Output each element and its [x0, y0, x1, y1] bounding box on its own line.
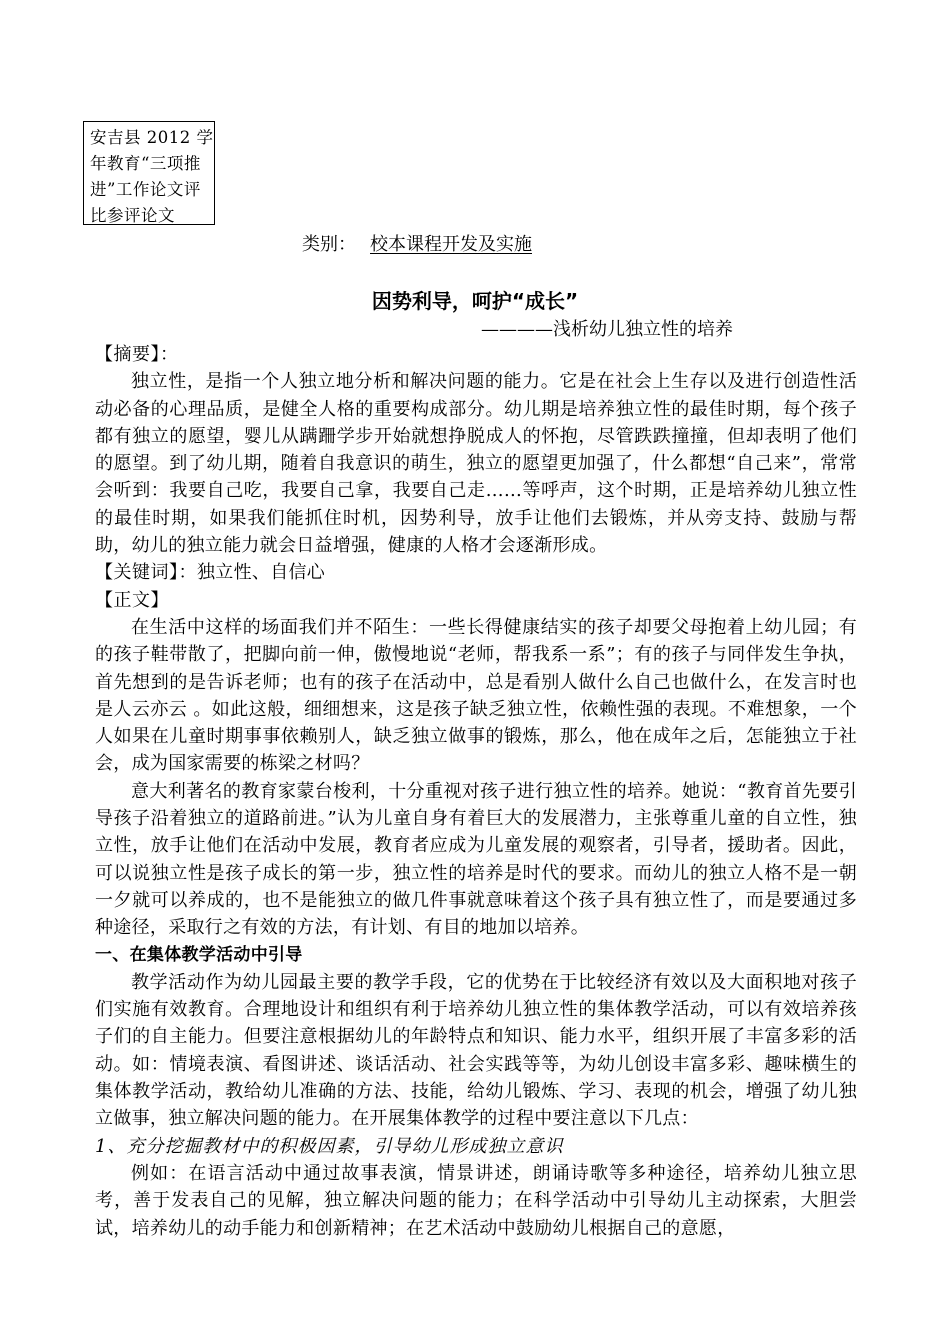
body-paragraph-1: 在生活中这样的场面我们并不陌生：一些长得健康结实的孩子却要父母抱着上幼儿园；有的孩子鞋带散了，把脚向前一伸，傲慢地说“老师，帮我系一系”；有的孩子与同伴发生争执，首先想到的是告诉老师；也有的孩子在活动中，总是看别人做什么自己也做什么，在发言时也是人云亦云 。如此这般，细细想来，这是孩子缺乏独立性，依赖性强的表现。不难想象，一个人如果在儿童时期事事依赖别人，缺乏独立做事的锻炼，那么，他在成年之后，怎能独立于社会，成为国家需要的栋梁之材吗？	[95, 616, 857, 775]
submission-note-line-4: 比参评论文	[90, 206, 175, 225]
submission-note-line-1: 安吉县 2012 学	[90, 128, 214, 147]
keywords-line	[95, 559, 857, 586]
category-label: 类别：	[302, 234, 356, 255]
keywords-text: 独立性、自信心	[197, 562, 326, 584]
body-paragraph-2: 意大利著名的教育家蒙台梭利，十分重视对孩子进行独立性的培养。她说：“教育首先要引导孩子沿着独立的道路前进。”认为儿童自身有着巨大的发展潜力，主张尊重儿童的自立性，独立性，放手让他们在活动中发展，教育者应成为儿童发展的观察者，引导者，援助者。因此，可以说独立性是孩子成长的第一步，独立性的培养是时代的要求。而幼儿的独立人格不是一朝一夕就可以养成的，也不是能独立的做几件事就意味着这个孩子具有独立性了，而是要通过多种途径，采取行之有效的方法，有计划、有目的地加以培养。	[95, 780, 857, 939]
submission-note-box	[83, 121, 215, 225]
category-value: 校本课程开发及实施	[370, 234, 532, 255]
article-content	[95, 341, 857, 1242]
section-1-paragraph: 教学活动作为幼儿园最主要的教学手段，它的优势在于比较经济有效以及大面积地对孩子们实施有效教育。合理地设计和组织有利于培养幼儿独立性的集体教学活动，可以有效培养孩子们的自主能力。但要注意根据幼儿的年龄特点和知识、能力水平，组织开展了丰富多彩的活动。如：情境表演、看图讲述、谈话活动、社会实践等等，为幼儿创设丰富多彩、趣味横生的集体教学活动，教给幼儿准确的方法、技能，给幼儿锻炼、学习、表现的机会，增强了幼儿独立做事，独立解决问题的能力。在开展集体教学的过程中要注意以下几点：	[95, 971, 857, 1130]
category-line	[302, 232, 546, 258]
submission-note-line-3: 进”工作论文评	[90, 180, 201, 199]
section-1-subheading: 1、充分挖掘教材中的积极因素，引导幼儿形成独立意识	[95, 1135, 564, 1157]
section-1-subparagraph: 例如：在语言活动中通过故事表演，情景讲述，朗诵诗歌等多种途径，培养幼儿独立思考，善于发表自己的见解，独立解决问题的能力；在科学活动中引导幼儿主动探索，大胆尝试，培养幼儿的动手能力和创新精神；在艺术活动中鼓励幼儿根据自己的意愿，	[95, 1162, 857, 1239]
section-1-heading: 一、在集体教学活动中引导	[95, 944, 303, 965]
body-label: 【正文】	[95, 589, 169, 611]
abstract-text: 独立性，是指一个人独立地分析和解决问题的能力。它是在社会上生存以及进行创造性活动必备的心理品质，是健全人格的重要构成部分。幼儿期是培养独立性的最佳时期，每个孩子都有独立的愿望，婴儿从蹒跚学步开始就想挣脱成人的怀抱，尽管跌跌撞撞，但却表明了他们的愿望。到了幼儿期，随着自我意识的萌生，独立的愿望更加强了，什么都想“自己来”，常常会听到：我要自己吃，我要自己拿，我要自己走……等呼声，这个时期，正是培养幼儿独立性的最佳时期，如果我们能抓住时机，因势利导，放手让他们去锻炼，并从旁支持、鼓励与帮助，幼儿的独立能力就会日益增强，健康的人格才会逐渐形成。	[95, 371, 857, 557]
category-value-underlined	[356, 234, 546, 255]
document-subtitle: ————浅析幼儿独立性的培养	[481, 319, 733, 340]
document-title: 因势利导，呵护“成长”	[371, 289, 579, 313]
submission-note-line-2: 年教育“三项推	[90, 154, 201, 173]
abstract-label: 【摘要】：	[95, 344, 179, 365]
keywords-label: 【关键词】：	[95, 562, 197, 584]
